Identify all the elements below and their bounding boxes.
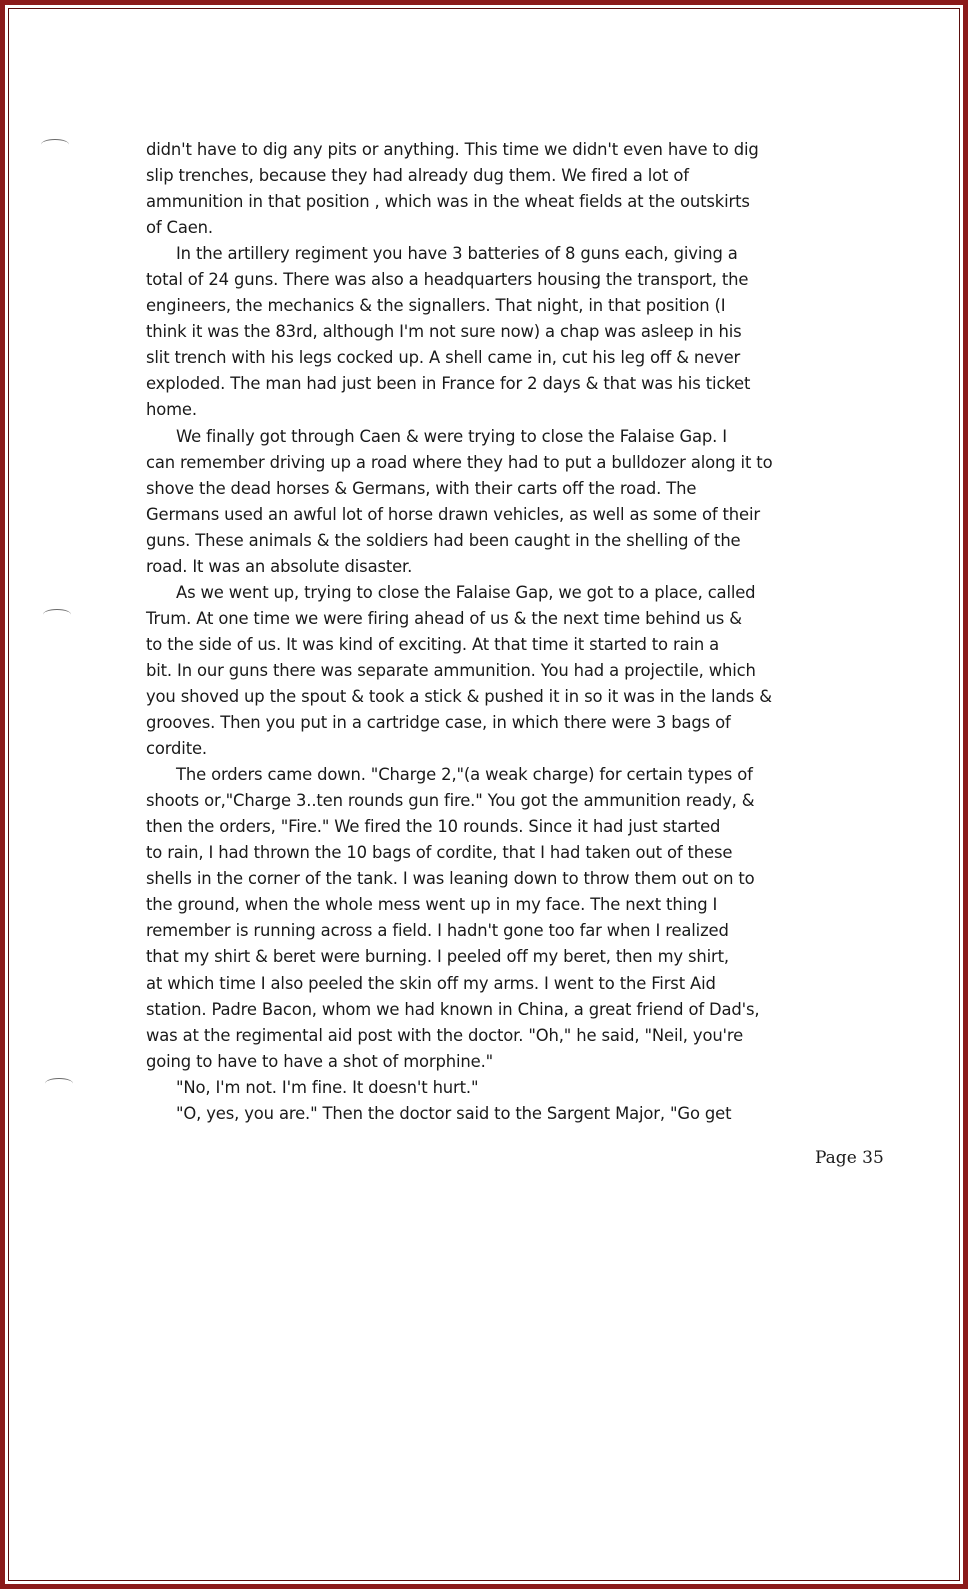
text-line: Germans used an awful lot of horse drawn vehicles, as well as some of their — [146, 504, 760, 524]
text-line: exploded. The man had just been in France for 2 days & that was his ticket — [146, 374, 751, 394]
text-line: to the side of us. It was kind of exciting. At that time it started to rain a — [146, 634, 720, 654]
text-line: The orders came down. "Charge 2,"(a weak charge) for certain types of — [176, 765, 753, 785]
text-line: slit trench with his legs cocked up. A shell came in, cut his leg off & never — [146, 348, 741, 368]
text-line: "No, I'm not. I'm fine. It doesn't hurt." — [176, 1077, 479, 1097]
text-line: total of 24 guns. There was also a headquarters housing the transport, the — [146, 270, 749, 290]
text-line: to rain, I had thrown the 10 bags of cordite, that I had taken out of these — [146, 843, 733, 863]
punch-hole-mark — [41, 139, 69, 150]
body-text — [146, 137, 821, 1127]
text-line: grooves. Then you put in a cartridge case, in which there were 3 bags of — [146, 713, 731, 733]
text-line: In the artillery regiment you have 3 batteries of 8 guns each, giving a — [176, 244, 738, 264]
text-line: you shoved up the spout & took a stick & pushed it in so it was in the lands & — [146, 686, 772, 706]
text-line: As we went up, trying to close the Falaise Gap, we got to a place, called — [176, 582, 756, 602]
text-line: shove the dead horses & Germans, with their carts off the road. The — [146, 478, 697, 498]
text-line: was at the regimental aid post with the doctor. "Oh," he said, "Neil, you're — [146, 1025, 744, 1045]
text-line: remember is running across a field. I hadn't gone too far when I realized — [146, 921, 729, 941]
text-line: home. — [146, 400, 197, 420]
punch-hole-mark — [43, 609, 71, 620]
text-line: can remember driving up a road where they had to put a bulldozer along it to — [146, 452, 773, 472]
text-line: of Caen. — [146, 218, 213, 238]
text-line: slip trenches, because they had already dug them. We fired a lot of — [146, 166, 689, 186]
punch-hole-mark — [45, 1078, 73, 1089]
text-line: bit. In our guns there was separate ammunition. You had a projectile, which — [146, 660, 756, 680]
text-line: shells in the corner of the tank. I was leaning down to throw them out on to — [146, 869, 755, 889]
text-line: then the orders, "Fire." We fired the 10 rounds. Since it had just started — [146, 817, 721, 837]
text-line: engineers, the mechanics & the signallers. That night, in that position (I — [146, 296, 726, 316]
text-line: going to have to have a shot of morphine." — [146, 1051, 494, 1071]
text-line: shoots or,"Charge 3..ten rounds gun fire." You got the ammunition ready, & — [146, 791, 755, 811]
text-line: that my shirt & beret were burning. I peeled off my beret, then my shirt, — [146, 947, 729, 967]
text-line: road. It was an absolute disaster. — [146, 556, 413, 576]
text-line: think it was the 83rd, although I'm not sure now) a chap was asleep in his — [146, 322, 742, 342]
text-line: cordite. — [146, 739, 207, 759]
text-line: station. Padre Bacon, whom we had known in China, a great friend of Dad's, — [146, 999, 760, 1019]
text-line: guns. These animals & the soldiers had been caught in the shelling of the — [146, 530, 741, 550]
text-line: at which time I also peeled the skin off my arms. I went to the First Aid — [146, 973, 716, 993]
text-line: "O, yes, you are." Then the doctor said to the Sargent Major, "Go get — [176, 1103, 732, 1123]
page-number: Page 35 — [815, 1148, 884, 1168]
text-line: didn't have to dig any pits or anything. This time we didn't even have to dig — [146, 140, 759, 159]
text-line: Trum. At one time we were firing ahead of us & the next time behind us & — [146, 608, 742, 628]
text-line: We finally got through Caen & were trying to close the Falaise Gap. I — [176, 426, 727, 446]
text-line: the ground, when the whole mess went up in my face. The next thing I — [146, 895, 718, 915]
text-line: ammunition in that position , which was in the wheat fields at the outskirts — [146, 192, 750, 212]
